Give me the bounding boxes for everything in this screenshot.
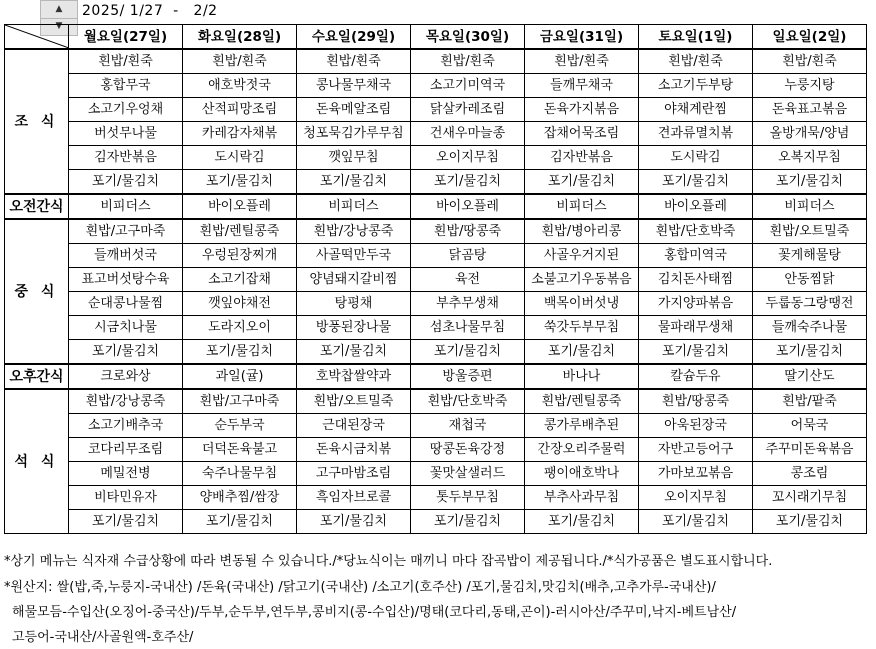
menu-cell: 흰밥/흰죽	[411, 49, 525, 74]
note-line-1: *상기 메뉴는 식자재 수급상황에 따라 변동될 수 있습니다./*당뇨식이는 매끼니 마다 잡곡밥이 제공됩니다./*식가공품은 별도표시합니다.	[4, 554, 773, 569]
menu-row	[5, 219, 867, 244]
menu-cell: 포기/물김치	[183, 510, 297, 534]
menu-cell: 흰밥/고구마죽	[183, 389, 297, 414]
menu-cell: 부추무생채	[411, 292, 525, 316]
menu-cell: 흰밥/병아리콩	[525, 219, 639, 244]
corner-cell	[5, 25, 69, 50]
menu-cell: 오이지무침	[639, 486, 753, 510]
menu-cell: 포기/물김치	[411, 340, 525, 365]
menu-cell: 시금치나물	[69, 316, 183, 340]
menu-cell: 육전	[411, 268, 525, 292]
menu-cell: 포기/물김치	[639, 510, 753, 534]
menu-cell: 포기/물김치	[753, 340, 867, 365]
menu-cell: 꽃맛살샐러드	[411, 462, 525, 486]
menu-row	[5, 340, 867, 365]
spin-down-arrow-icon[interactable]: ▼	[55, 21, 63, 31]
menu-cell: 방풍된장나물	[297, 316, 411, 340]
menu-row	[5, 244, 867, 268]
meal-label-dinner: 석 식	[5, 389, 69, 534]
menu-cell: 돈육메알조림	[297, 98, 411, 122]
snack-row	[5, 364, 867, 389]
menu-cell: 꽃게해물탕	[753, 244, 867, 268]
menu-cell: 누룽지탕	[753, 74, 867, 98]
note-line-4: 고등어-국내산/사골원액-호주산/	[12, 630, 194, 645]
menu-cell: 가지양파볶음	[639, 292, 753, 316]
menu-cell: 건새우마늘종	[411, 122, 525, 146]
menu-cell: 포기/물김치	[639, 170, 753, 195]
menu-cell: 흰밥/단호박죽	[639, 219, 753, 244]
menu-cell: 콩나물무채국	[297, 74, 411, 98]
snack-cell: 크로와상	[69, 364, 183, 389]
menu-cell: 도시락김	[183, 146, 297, 170]
menu-cell: 오복지무침	[753, 146, 867, 170]
menu-cell: 섬초나물무침	[411, 316, 525, 340]
menu-cell: 오이지무침	[411, 146, 525, 170]
menu-cell: 코다리무조림	[69, 438, 183, 462]
spin-up-arrow-icon[interactable]: ▲	[41, 1, 77, 19]
menu-row	[5, 414, 867, 438]
menu-cell: 포기/물김치	[753, 170, 867, 195]
menu-cell: 포기/물김치	[297, 340, 411, 365]
snack-cell: 방울증편	[411, 364, 525, 389]
menu-cell: 포기/물김치	[69, 340, 183, 365]
menu-cell: 땅콩돈육강정	[411, 438, 525, 462]
menu-cell: 가마보꼬볶음	[639, 462, 753, 486]
menu-cell: 흰밥/렌틸콩죽	[525, 389, 639, 414]
menu-cell: 숙주나물무침	[183, 462, 297, 486]
menu-cell: 홍합무국	[69, 74, 183, 98]
snack-cell: 비피더스	[753, 194, 867, 219]
snack-cell: 바이오플레	[411, 194, 525, 219]
menu-cell: 안동찜닭	[753, 268, 867, 292]
menu-cell: 깻잎야채전	[183, 292, 297, 316]
menu-cell: 잡채어묵조림	[525, 122, 639, 146]
menu-cell: 소고기잡채	[183, 268, 297, 292]
menu-cell: 흰밥/흰죽	[297, 49, 411, 74]
snack-cell: 과일(귤)	[183, 364, 297, 389]
menu-cell: 흰밥/흰죽	[639, 49, 753, 74]
menu-row	[5, 486, 867, 510]
menu-cell: 아욱된장국	[639, 414, 753, 438]
menu-cell: 자반고등어구	[639, 438, 753, 462]
menu-cell: 재첩국	[411, 414, 525, 438]
day-header: 금요일(31일)	[525, 25, 639, 50]
menu-cell: 도라지오이	[183, 316, 297, 340]
menu-cell: 흰밥/흰죽	[753, 49, 867, 74]
snack-cell: 바나나	[525, 364, 639, 389]
meal-label-lunch: 중 식	[5, 219, 69, 364]
menu-cell: 닭곰탕	[411, 244, 525, 268]
menu-cell: 콩가루배추된	[525, 414, 639, 438]
snack-cell: 딸기산도	[753, 364, 867, 389]
menu-row	[5, 438, 867, 462]
menu-cell: 돈육가지볶음	[525, 98, 639, 122]
header-row	[5, 25, 867, 50]
day-header: 화요일(28일)	[183, 25, 297, 50]
day-header: 일요일(2일)	[753, 25, 867, 50]
menu-cell: 포기/물김치	[69, 510, 183, 534]
menu-row	[5, 389, 867, 414]
menu-cell: 흰밥/렌틸콩죽	[183, 219, 297, 244]
menu-row	[5, 462, 867, 486]
menu-cell: 올방개묵/양념	[753, 122, 867, 146]
menu-row	[5, 170, 867, 195]
note-line-3: 해물모듬-수입산(오징어-중국산)/두부,순두부,연두부,콩비지(콩-수입산)/명태(코다리,동태,곤이)-러시아산/주꾸미,낙지-베트남산/	[12, 605, 737, 620]
menu-cell: 포기/물김치	[411, 170, 525, 195]
menu-cell: 어묵국	[753, 414, 867, 438]
menu-cell: 야채계란찜	[639, 98, 753, 122]
menu-cell: 포기/물김치	[639, 340, 753, 365]
snack-cell: 비피더스	[525, 194, 639, 219]
snack-label-morning_snack: 오전간식	[5, 194, 69, 219]
menu-cell: 비타민유자	[69, 486, 183, 510]
menu-cell: 포기/물김치	[183, 340, 297, 365]
menu-cell: 흰밥/강낭콩죽	[69, 389, 183, 414]
snack-cell: 바이오플레	[639, 194, 753, 219]
menu-cell: 흰밥/흰죽	[525, 49, 639, 74]
menu-cell: 흰밥/땅콩죽	[411, 219, 525, 244]
menu-cell: 포기/물김치	[297, 510, 411, 534]
diagonal-line-icon	[5, 25, 69, 49]
menu-cell: 부추사과무침	[525, 486, 639, 510]
menu-cell: 들깨숙주나물	[753, 316, 867, 340]
menu-cell: 카레감자채볶	[183, 122, 297, 146]
menu-cell: 포기/물김치	[183, 170, 297, 195]
menu-cell: 홍합미역국	[639, 244, 753, 268]
menu-cell: 돈육표고볶음	[753, 98, 867, 122]
menu-cell: 견과류멸치볶	[639, 122, 753, 146]
menu-cell: 메밀전병	[69, 462, 183, 486]
menu-row	[5, 316, 867, 340]
menu-cell: 닭살카레조림	[411, 98, 525, 122]
menu-cell: 꼬시래기무침	[753, 486, 867, 510]
menu-cell: 팽이애호박나	[525, 462, 639, 486]
menu-cell: 흰밥/땅콩죽	[639, 389, 753, 414]
menu-row	[5, 98, 867, 122]
menu-row	[5, 49, 867, 74]
menu-cell: 소불고기우동볶음	[525, 268, 639, 292]
menu-cell: 콩조림	[753, 462, 867, 486]
menu-cell: 버섯무나물	[69, 122, 183, 146]
menu-cell: 포기/물김치	[753, 510, 867, 534]
menu-cell: 흰밥/단호박죽	[411, 389, 525, 414]
menu-cell: 흰밥/흰죽	[183, 49, 297, 74]
meal-label-breakfast: 조 식	[5, 49, 69, 194]
menu-row	[5, 268, 867, 292]
menu-cell: 물파래무생채	[639, 316, 753, 340]
menu-cell: 흰밥/오트밀죽	[753, 219, 867, 244]
menu-cell: 들깨무채국	[525, 74, 639, 98]
menu-cell: 흰밥/팥죽	[753, 389, 867, 414]
day-header: 목요일(30일)	[411, 25, 525, 50]
menu-cell: 순두부국	[183, 414, 297, 438]
menu-cell: 소고기두부탕	[639, 74, 753, 98]
menu-cell: 도시락김	[639, 146, 753, 170]
menu-cell: 포기/물김치	[525, 170, 639, 195]
menu-cell: 포기/물김치	[525, 340, 639, 365]
menu-cell: 김자반볶음	[525, 146, 639, 170]
menu-cell: 포기/물김치	[411, 510, 525, 534]
snack-cell: 비피더스	[297, 194, 411, 219]
menu-cell: 소고기미역국	[411, 74, 525, 98]
menu-cell: 두룹동그랑땡전	[753, 292, 867, 316]
menu-cell: 흑임자브로콜	[297, 486, 411, 510]
menu-cell: 돈육시금치볶	[297, 438, 411, 462]
snack-cell: 바이오플레	[183, 194, 297, 219]
menu-cell: 포기/물김치	[69, 170, 183, 195]
menu-cell: 흰밥/흰죽	[69, 49, 183, 74]
menu-cell: 주꾸미돈육볶음	[753, 438, 867, 462]
day-header: 수요일(29일)	[297, 25, 411, 50]
snack-cell: 호박찹쌀약과	[297, 364, 411, 389]
menu-cell: 포기/물김치	[297, 170, 411, 195]
menu-cell: 산적피망조림	[183, 98, 297, 122]
menu-cell: 소고기배추국	[69, 414, 183, 438]
day-header: 토요일(1일)	[639, 25, 753, 50]
note-line-2: *원산지: 쌀(밥,죽,누룽지-국내산) /돈육(국내산) /닭고기(국내산) /소고기(호주산) /포기,물김치,맛김치(배추,고추가루-국내산)/	[4, 580, 716, 595]
menu-cell: 깻잎무침	[297, 146, 411, 170]
menu-cell: 들깨버섯국	[69, 244, 183, 268]
menu-cell: 포기/물김치	[525, 510, 639, 534]
menu-cell: 백목이버섯냉	[525, 292, 639, 316]
menu-cell: 우렁된장찌개	[183, 244, 297, 268]
menu-row	[5, 74, 867, 98]
menu-cell: 흰밥/강낭콩죽	[297, 219, 411, 244]
menu-row	[5, 122, 867, 146]
weekly-menu-table	[4, 24, 867, 534]
menu-cell: 김자반볶음	[69, 146, 183, 170]
day-header: 월요일(27일)	[69, 25, 183, 50]
menu-cell: 청포묵김가루무침	[297, 122, 411, 146]
menu-row	[5, 146, 867, 170]
snack-cell: 비피더스	[69, 194, 183, 219]
menu-cell: 애호박젓국	[183, 74, 297, 98]
snack-row	[5, 194, 867, 219]
snack-label-afternoon_snack: 오후간식	[5, 364, 69, 389]
menu-row	[5, 292, 867, 316]
menu-cell: 톳두부무침	[411, 486, 525, 510]
menu-cell: 고구마밤조림	[297, 462, 411, 486]
menu-cell: 흰밥/고구마죽	[69, 219, 183, 244]
menu-cell: 표고버섯탕수육	[69, 268, 183, 292]
menu-cell: 사골우거지된	[525, 244, 639, 268]
menu-cell: 소고기우엉채	[69, 98, 183, 122]
menu-cell: 순대콩나물찜	[69, 292, 183, 316]
menu-cell: 근대된장국	[297, 414, 411, 438]
snack-cell: 칼슘두유	[639, 364, 753, 389]
menu-cell: 양배추찜/쌈장	[183, 486, 297, 510]
menu-cell: 간장오리주물럭	[525, 438, 639, 462]
menu-cell: 사골떡만두국	[297, 244, 411, 268]
menu-cell: 흰밥/오트밀죽	[297, 389, 411, 414]
menu-cell: 쑥갓두부무침	[525, 316, 639, 340]
menu-cell: 양념돼지갈비찜	[297, 268, 411, 292]
menu-row	[5, 510, 867, 534]
menu-cell: 김치돈사태찜	[639, 268, 753, 292]
menu-cell: 탕평채	[297, 292, 411, 316]
date-range: 2025/ 1/27 - 2/2	[82, 3, 218, 19]
menu-cell: 더덕돈육불고	[183, 438, 297, 462]
